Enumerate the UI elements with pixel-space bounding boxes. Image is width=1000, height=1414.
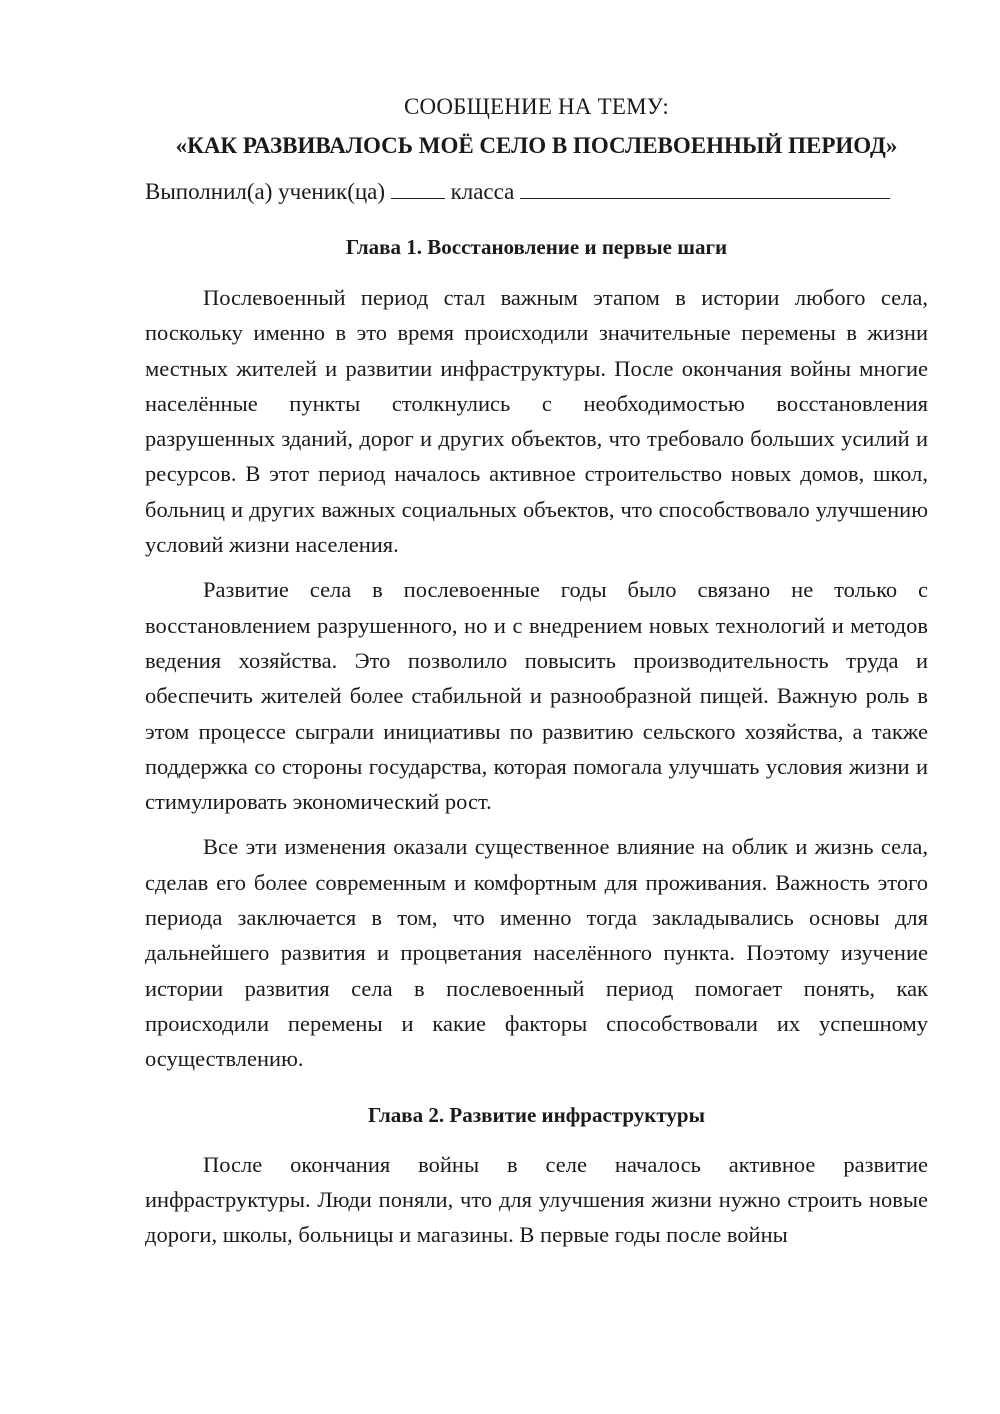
author-prefix: Выполнил(а) ученик(ца) — [145, 179, 386, 204]
chapter-1-paragraph-1: Послевоенный период стал важным этапом в истории любого села, поскольку именно в это время происходили значительные перемены в жизни местных жителей и развитии инфраструктуры. После окончания войны многие населённые пункты столкнулись с необходимостью восстановления разрушенных зданий, дорог и других объектов, что требовало больших усилий и ресурсов. В этот период началось активное строительство новых домов, школ, больниц и других важных социальных объектов, что способствовало улучшению условий жизни населения. — [145, 285, 928, 558]
chapter-2-title: Глава 2. Развитие инфраструктуры — [368, 1102, 705, 1127]
document-heading: СООБЩЕНИЕ НА ТЕМУ: — [404, 94, 669, 119]
chapter-1-paragraph-3: Все эти изменения оказали существенное влияние на облик и жизнь села, сделав его более современным и комфортным для проживания. Важность этого периода заключается в том, что именно тогда закладывались основы для дальнейшего развития и процветания населённого пункта. Поэтому изучение истории развития села в послевоенный период помогает понять, как происходили перемены и какие факторы способствовали их успешному осуществлению. — [145, 834, 928, 1072]
author-line — [145, 175, 928, 209]
chapter-1-paragraph-2: Развитие села в послевоенные годы было связано не только с восстановлением разрушенного, но и с внедрением новых технологий и методов ведения хозяйства. Это позволило повысить производительность труда и обеспечить жителей более стабильной и разнообразной пищей. Важную роль в этом процессе сыграли инициативы по развитию сельского хозяйства, а также поддержка со стороны государства, которая помогала улучшать условия жизни и стимулировать экономический рост. — [145, 577, 928, 815]
class-letter-blank — [520, 176, 890, 199]
chapter-2-paragraph-1: После окончания войны в селе началось активное развитие инфраструктуры. Люди поняли, что для улучшения жизни нужно строить новые дороги, школы, больницы и магазины. В первые годы после войны — [145, 1151, 928, 1248]
chapter-1-title: Глава 1. Восстановление и первые шаги — [345, 235, 728, 259]
document-page — [145, 90, 928, 1252]
document-title: «КАК РАЗВИВАЛОСЬ МОЁ СЕЛО В ПОСЛЕВОЕННЫЙ ПЕРИОД» — [175, 133, 898, 158]
class-number-blank — [391, 176, 445, 199]
author-class-label: класса — [450, 179, 515, 204]
